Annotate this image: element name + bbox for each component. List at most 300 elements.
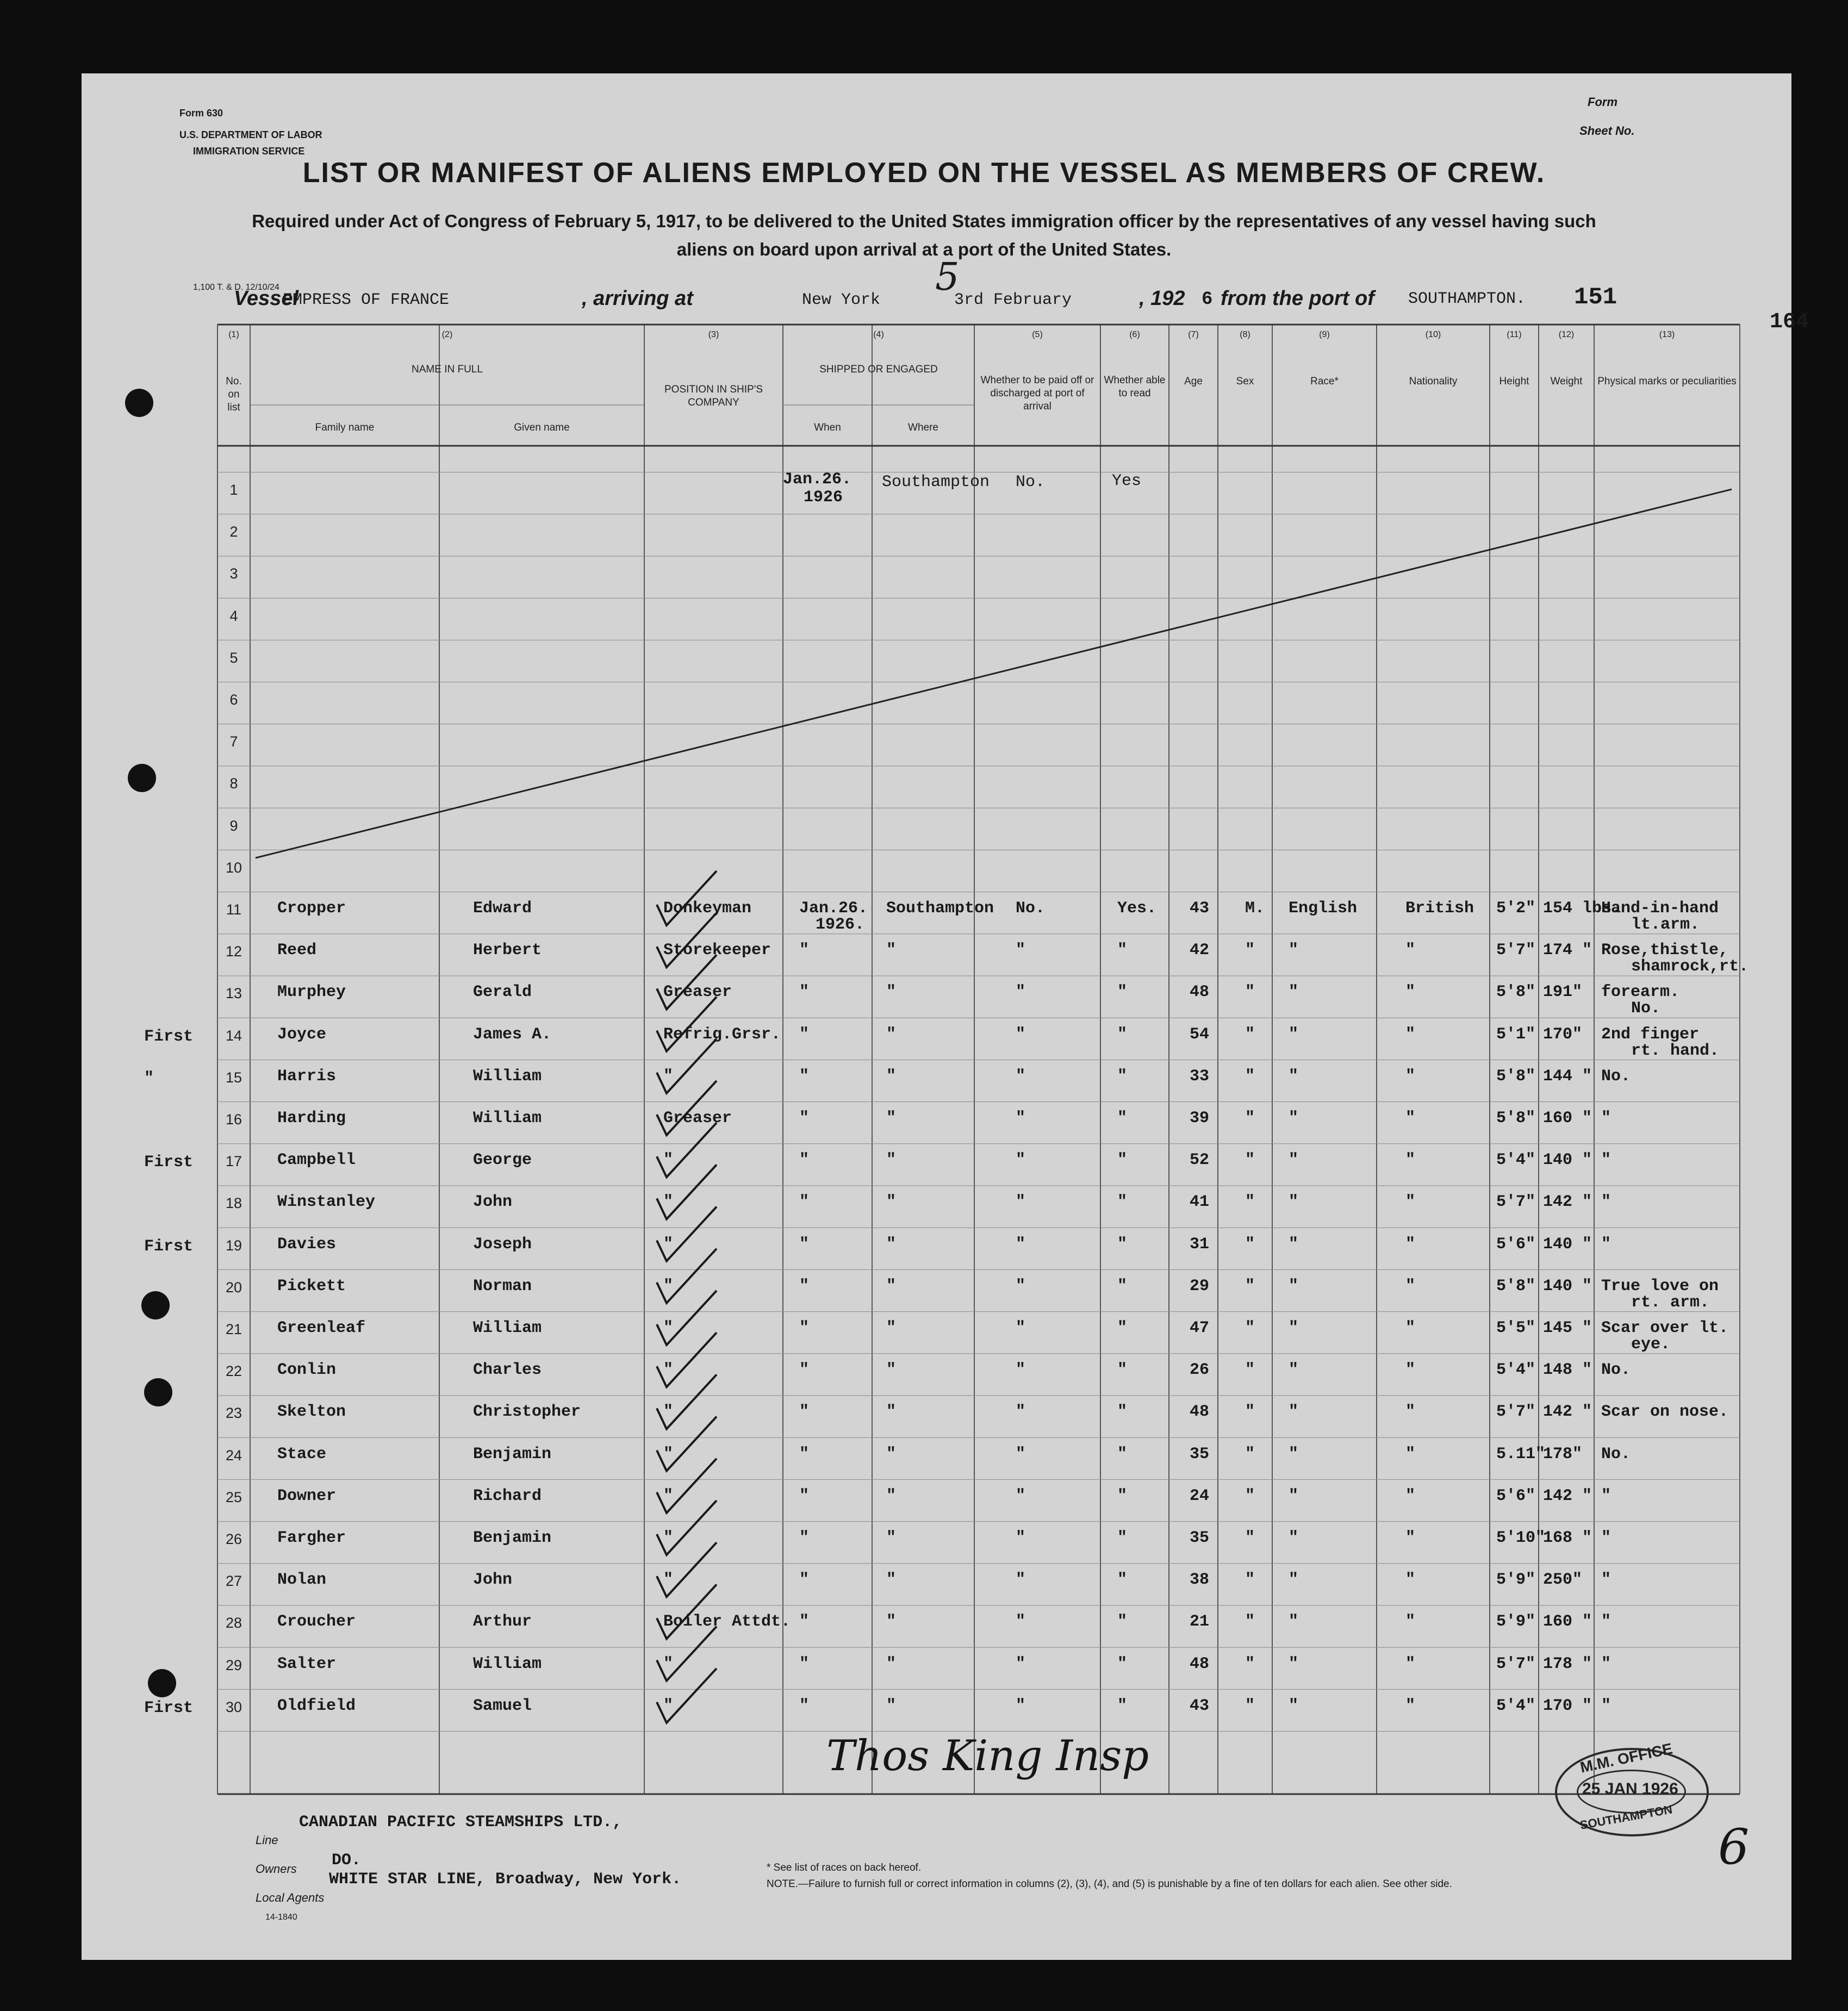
stamp-bottom-text: SOUTHAMPTON [1579,1802,1673,1832]
race: " [1289,941,1299,960]
physical-marks: " [1601,1486,1611,1505]
physical-marks-continued: No. [1631,999,1661,1018]
able-to-read: " [1117,1571,1128,1590]
nationality: " [1405,941,1416,960]
paid-off: " [1016,1067,1026,1086]
given-name: William [473,1109,542,1128]
shipped-where: " [886,1025,897,1044]
column-header-1: No. on list [226,376,242,413]
able-to-read: " [1117,1654,1128,1673]
column-number: (5) [1032,330,1043,339]
shipped-where: " [886,1151,897,1170]
family-name: Campbell [277,1151,356,1170]
race: " [1289,983,1299,1002]
age: 26 [1190,1361,1210,1380]
row-number: 12 [225,943,242,960]
physical-marks: Hand-in-hand [1601,899,1719,918]
shipped-where: " [886,1109,897,1128]
weight: 142 " [1543,1193,1592,1212]
able-to-read: " [1117,1025,1128,1044]
paid-off: " [1016,1403,1026,1422]
race: " [1289,1235,1299,1254]
family-name: Nolan [277,1571,327,1590]
race: " [1289,1025,1299,1044]
family-name: Murphey [277,983,346,1002]
row-number: 15 [225,1069,242,1086]
owners-value: DO. [332,1851,362,1870]
nationality: " [1405,1109,1416,1128]
able-to-read: " [1117,1151,1128,1170]
position: " [663,1486,674,1505]
list-number: 151 [1574,284,1617,311]
physical-marks: No. [1601,1067,1631,1086]
row1-read: Yes [1112,472,1142,490]
race: " [1289,1654,1299,1673]
class-note: First [144,1027,194,1046]
race: " [1289,1403,1299,1422]
position: " [663,1529,674,1547]
sex: " [1245,983,1255,1002]
age: 52 [1190,1151,1210,1170]
column-header-7: Age [1184,376,1203,387]
position: Donkeyman [663,899,752,918]
row-number: 6 [229,692,238,708]
physical-marks: Scar over lt. [1601,1319,1729,1337]
weight: 148 " [1543,1361,1592,1380]
family-name: Cropper [277,899,346,918]
paid-off: " [1016,1235,1026,1254]
margin-number: 164 [1770,310,1809,334]
column-number: (3) [708,330,719,339]
given-name: John [473,1571,513,1590]
weight: 191" [1543,983,1583,1002]
row-number: 9 [229,817,238,834]
race: " [1289,1151,1299,1170]
agents-value: WHITE STAR LINE, Broadway, New York. [329,1870,682,1889]
column-header-9: Race* [1310,376,1339,387]
row-number: 3 [229,565,238,582]
shipped-when: " [799,1319,810,1337]
position: Greaser [663,1109,732,1128]
height: 5'1" [1496,1025,1536,1044]
column-number: (7) [1188,330,1199,339]
race: " [1289,1571,1299,1590]
paid-off: " [1016,1654,1026,1673]
height: 5'8" [1496,1109,1536,1128]
position: Refrig.Grsr. [663,1025,781,1044]
height: 5'7" [1496,1654,1536,1673]
inspector-signature: Thos King Insp [826,1732,1149,1780]
form-right-label: Form [1588,95,1617,109]
subtitle-line-1: Required under Act of Congress of February 5, 1917, to be delivered to the United States immigration officer by the representatives of any vessel having such [252,211,1596,231]
weight: 142 " [1543,1486,1592,1505]
handwritten-day: 5 [935,254,960,299]
given-name: Charles [473,1361,542,1380]
age: 35 [1190,1529,1210,1547]
page-title: LIST OR MANIFEST OF ALIENS EMPLOYED ON THE VESSEL AS MEMBERS OF CREW. [302,157,1546,189]
row-number: 21 [225,1321,242,1337]
race: " [1289,1529,1299,1547]
position: " [663,1696,674,1715]
shipped-where: " [886,983,897,1002]
position: " [663,1445,674,1464]
position: " [663,1319,674,1337]
shipped-where: " [886,1403,897,1422]
arrival-date: 3rd February [954,291,1072,309]
row-number: 10 [225,859,242,876]
physical-marks: " [1601,1612,1611,1632]
age: 31 [1190,1235,1210,1254]
column-header-13: Physical marks or peculiarities [1597,376,1737,387]
shipped-when: " [799,1529,810,1547]
column-number: (11) [1507,330,1522,339]
year-digit: 6 [1202,289,1213,310]
row-number: 23 [225,1405,242,1422]
age: 29 [1190,1277,1210,1296]
family-name: Croucher [277,1612,356,1632]
cancel-diagonal [256,489,1732,858]
given-name: Norman [473,1277,532,1296]
weight: 174 " [1543,941,1592,960]
shipped-where: " [886,1361,897,1380]
nationality: " [1405,1696,1416,1715]
nationality: " [1405,1571,1416,1590]
weight: 170 " [1543,1696,1592,1715]
position: " [663,1235,674,1254]
shipped-where: " [886,1067,897,1086]
age: 42 [1190,941,1210,960]
shipped-where: " [886,1696,897,1715]
row1-paid: No. [1016,473,1046,491]
row-number: 19 [225,1237,242,1254]
column-number: (10) [1425,330,1441,339]
height: 5'4" [1496,1151,1536,1170]
height: 5.11" [1496,1445,1546,1464]
row-number: 27 [225,1573,242,1590]
height: 5'6" [1496,1486,1536,1505]
physical-marks: 2nd finger [1601,1025,1700,1044]
column-header-11: Height [1499,376,1529,387]
paid-off: " [1016,1025,1026,1044]
nationality: " [1405,1277,1416,1296]
family-name: Downer [277,1486,337,1505]
sex: " [1245,1277,1255,1296]
row-number: 14 [225,1027,242,1044]
shipped-when: " [799,1067,810,1086]
family-name: Salter [277,1654,337,1673]
row-number: 8 [229,775,238,792]
nationality: " [1405,1445,1416,1464]
family-name: Oldfield [277,1696,356,1715]
sex: " [1245,1319,1255,1337]
column-number: (12) [1558,330,1575,339]
sex: " [1245,1361,1255,1380]
height: 5'4" [1496,1696,1536,1715]
weight: 178 " [1543,1654,1592,1673]
row-number: 28 [225,1615,242,1632]
race: " [1289,1277,1299,1296]
race: " [1289,1486,1299,1505]
shipped-where: " [886,1486,897,1505]
column-header-6: Whether able to read [1104,375,1166,399]
races-note: * See list of races on back hereof. [767,1862,922,1873]
age: 48 [1190,983,1210,1002]
year-label: , 192 [1139,287,1185,310]
age: 48 [1190,1654,1210,1673]
family-name: Joyce [277,1025,327,1044]
nationality: " [1405,1403,1416,1422]
position: " [663,1571,674,1590]
able-to-read: " [1117,1361,1128,1380]
weight: 140 " [1543,1235,1592,1254]
row-number: 1 [229,482,238,498]
physical-marks: forearm. [1601,983,1680,1002]
weight: 142 " [1543,1403,1592,1422]
sex: M. [1245,899,1265,918]
paid-off: " [1016,1361,1026,1380]
able-to-read: " [1117,1529,1128,1547]
sex: " [1245,1235,1255,1254]
weight: 154 lbs. [1543,899,1622,918]
paid-off: " [1016,983,1026,1002]
race: " [1289,1067,1299,1086]
line-value: CANADIAN PACIFIC STEAMSHIPS LTD., [299,1813,623,1832]
race: " [1289,1319,1299,1337]
shipped-when: " [799,1193,810,1212]
shipped-where: " [886,1529,897,1547]
given-name: Benjamin [473,1529,552,1547]
shipped-when: " [799,1654,810,1673]
physical-marks-continued: lt.arm. [1631,916,1700,934]
nationality: British [1405,899,1474,918]
shipped-when: " [799,1151,810,1170]
column-header-5: Whether to be paid off or discharged at port of arrival [980,375,1094,412]
row-number: 16 [225,1111,242,1128]
sex: " [1245,1067,1255,1086]
sex: " [1245,1571,1255,1590]
physical-marks: " [1601,1571,1611,1590]
sex: " [1245,1696,1255,1715]
sheet-number-label: Sheet No. [1579,124,1635,138]
physical-marks: Rose,thistle, [1601,941,1729,960]
nationality: " [1405,1151,1416,1170]
able-to-read: " [1117,1486,1128,1505]
row-number: 11 [226,901,242,918]
race: " [1289,1361,1299,1380]
physical-marks: Scar on nose. [1601,1403,1729,1422]
shipped-where: " [886,1319,897,1337]
given-name: Richard [473,1486,542,1505]
shipped-when: " [799,1696,810,1715]
column-subheader: Family name [315,422,375,433]
position: Storekeeper [663,941,771,960]
race: English [1289,899,1358,918]
from-port: SOUTHAMPTON. [1408,290,1526,308]
family-name: Harris [277,1067,337,1086]
shipped-where: " [886,1571,897,1590]
physical-marks: " [1601,1529,1611,1547]
paid-off: " [1016,1571,1026,1590]
family-name: Harding [277,1109,346,1128]
age: 21 [1190,1612,1210,1632]
weight: 140 " [1543,1151,1592,1170]
nationality: " [1405,983,1416,1002]
given-name: John [473,1193,513,1212]
shipped-when: " [799,983,810,1002]
family-name: Winstanley [277,1193,376,1212]
column-header-2: NAME IN FULL [412,364,483,375]
able-to-read: " [1117,1193,1128,1212]
shipped-where: " [886,941,897,960]
given-name: James A. [473,1025,552,1044]
family-name: Reed [277,941,317,960]
age: 41 [1190,1193,1210,1212]
row-number: 29 [225,1657,242,1673]
stamp-top-text: M.M. OFFICE [1578,1740,1674,1776]
age: 47 [1190,1319,1210,1337]
owners-label: Owners [256,1862,297,1876]
row-number: 2 [229,524,238,540]
from-port-label: from the port of [1221,287,1374,310]
weight: 168 " [1543,1529,1592,1547]
arriving-label: , arriving at [582,287,693,310]
weight: 144 " [1543,1067,1592,1086]
sex: " [1245,1445,1255,1464]
physical-marks: No. [1601,1445,1631,1464]
shipped-when: " [799,941,810,960]
row-number: 5 [229,649,238,666]
form-code: 14-1840 [265,1913,297,1922]
race: " [1289,1696,1299,1715]
height: 5'2" [1496,899,1536,918]
shipped-year: 1926. [816,916,865,934]
family-name: Skelton [277,1403,346,1422]
nationality: " [1405,1361,1416,1380]
age: 48 [1190,1403,1210,1422]
sex: " [1245,1612,1255,1632]
able-to-read: " [1117,1445,1128,1464]
able-to-read: " [1117,1277,1128,1296]
position: Greaser [663,983,732,1002]
shipped-when: " [799,1025,810,1044]
height: 5'9" [1496,1571,1536,1590]
row-number: 22 [225,1363,242,1380]
position: " [663,1067,674,1086]
height: 5'8" [1496,983,1536,1002]
given-name: Edward [473,899,532,918]
paid-off: " [1016,1696,1026,1715]
able-to-read: " [1117,1235,1128,1254]
shipped-when: " [799,1403,810,1422]
able-to-read: " [1117,1109,1128,1128]
family-name: Davies [277,1235,337,1254]
shipped-where: " [886,1612,897,1632]
physical-marks: True love on [1601,1277,1719,1296]
nationality: " [1405,1529,1416,1547]
column-header-4: SHIPPED OR ENGAGED [819,364,938,375]
row-number: 20 [225,1279,242,1296]
physical-marks: " [1601,1654,1611,1673]
height: 5'4" [1496,1361,1536,1380]
able-to-read: " [1117,1319,1128,1337]
age: 35 [1190,1445,1210,1464]
vessel-label: Vessel [234,287,299,310]
paid-off: " [1016,1319,1026,1337]
height: 5'9" [1496,1612,1536,1632]
row1-when: Jan.26. [783,470,852,489]
column-header-8: Sex [1236,376,1254,387]
nationality: " [1405,1319,1416,1337]
nationality: " [1405,1193,1416,1212]
sex: " [1245,1193,1255,1212]
given-name: William [473,1067,542,1086]
row-number: 18 [225,1195,242,1212]
shipped-when: " [799,1445,810,1464]
weight: 250" [1543,1571,1583,1590]
given-name: Arthur [473,1612,532,1632]
class-note: First [144,1698,194,1717]
given-name: Christopher [473,1403,581,1422]
race: " [1289,1612,1299,1632]
race: " [1289,1445,1299,1464]
height: 5'7" [1496,941,1536,960]
nationality: " [1405,1486,1416,1505]
column-number: (13) [1659,330,1675,339]
sex: " [1245,1486,1255,1505]
physical-marks-continued: shamrock,rt. [1631,957,1749,976]
position: " [663,1277,674,1296]
family-name: Stace [277,1445,327,1464]
paid-off: " [1016,1151,1026,1170]
shipped-when: " [799,1109,810,1128]
column-subheader: Where [908,422,938,433]
arrival-port: New York [802,291,881,309]
given-name: Samuel [473,1696,532,1715]
paid-off: " [1016,941,1026,960]
shipped-where: " [886,1654,897,1673]
weight: 145 " [1543,1319,1592,1337]
sex: " [1245,1025,1255,1044]
line-label: Line [256,1833,278,1847]
position: " [663,1193,674,1212]
able-to-read: " [1117,1067,1128,1086]
shipped-when: " [799,1486,810,1505]
height: 5'5" [1496,1319,1536,1337]
able-to-read: Yes. [1117,899,1157,918]
weight: 170" [1543,1025,1583,1044]
column-number: (9) [1319,330,1330,339]
height: 5'7" [1496,1403,1536,1422]
shipped-when: " [799,1235,810,1254]
class-note: First [144,1237,194,1256]
paid-off: " [1016,1445,1026,1464]
given-name: Gerald [473,983,532,1002]
shipped-where: " [886,1193,897,1212]
given-name: George [473,1151,532,1170]
nationality: " [1405,1025,1416,1044]
able-to-read: " [1117,1696,1128,1715]
row-number: 24 [225,1447,242,1464]
weight: 160 " [1543,1109,1592,1128]
age: 33 [1190,1067,1210,1086]
column-header-12: Weight [1550,376,1583,387]
able-to-read: " [1117,1403,1128,1422]
page-mark: 6 [1718,1819,1750,1876]
column-number: (1) [228,330,239,339]
column-number: (4) [873,330,884,339]
shipped-where: Southampton [886,899,994,918]
weight: 178" [1543,1445,1583,1464]
